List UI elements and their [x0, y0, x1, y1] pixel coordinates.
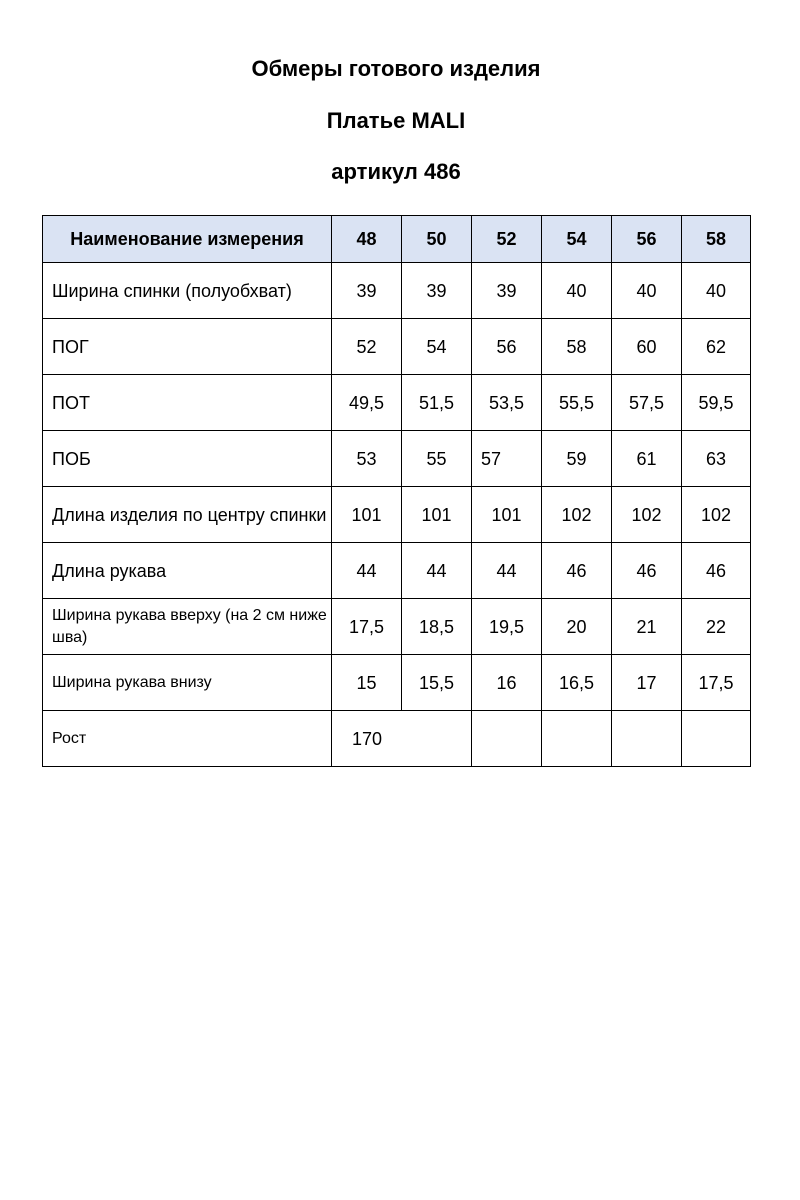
table-row: [43, 375, 751, 431]
table-cell: 102: [612, 487, 682, 543]
header-size-54: 54: [542, 216, 612, 263]
table-cell: 60: [612, 319, 682, 375]
table-cell: 44: [402, 543, 472, 599]
table-row: [43, 263, 751, 319]
table-cell: 53,5: [472, 375, 542, 431]
table-cell: 17: [612, 655, 682, 711]
row-label: Ширина спинки (полуобхват): [43, 263, 332, 319]
table-cell: 21: [612, 599, 682, 655]
table-cell: 46: [542, 543, 612, 599]
table-cell: 59: [542, 431, 612, 487]
header-size-50: 50: [402, 216, 472, 263]
table-cell: [472, 711, 542, 767]
table-cell: 58: [542, 319, 612, 375]
table-row: [43, 655, 751, 711]
table-cell: 20: [542, 599, 612, 655]
table-cell: 56: [472, 319, 542, 375]
measurements-table: [42, 215, 751, 767]
row-label: Длина изделия по центру спинки: [43, 487, 332, 543]
table-cell: 57: [472, 431, 542, 487]
header-size-48: 48: [332, 216, 402, 263]
table-header-row: [43, 216, 751, 263]
table-cell: 15,5: [402, 655, 472, 711]
document-title: Обмеры готового изделия: [251, 56, 541, 81]
table-cell: 40: [542, 263, 612, 319]
table-cell: 22: [682, 599, 751, 655]
table-cell: 51,5: [402, 375, 472, 431]
header-size-56: 56: [612, 216, 682, 263]
table-cell: 46: [612, 543, 682, 599]
table-cell: 170: [332, 711, 472, 767]
table-cell: 18,5: [402, 599, 472, 655]
table-cell: 55,5: [542, 375, 612, 431]
row-label: ПОГ: [43, 319, 332, 375]
table-cell: 55: [402, 431, 472, 487]
table-row: [43, 711, 751, 767]
header-size-58: 58: [682, 216, 751, 263]
table-cell: 15: [332, 655, 402, 711]
table-cell: 16: [472, 655, 542, 711]
table-row: [43, 487, 751, 543]
table-cell: [542, 711, 612, 767]
table-cell: 16,5: [542, 655, 612, 711]
table-cell: 17,5: [332, 599, 402, 655]
table-cell: 19,5: [472, 599, 542, 655]
table-row: [43, 319, 751, 375]
table-cell: [682, 711, 751, 767]
table-cell: 40: [612, 263, 682, 319]
table-cell: 102: [682, 487, 751, 543]
table-cell: [612, 711, 682, 767]
table-cell: 102: [542, 487, 612, 543]
table-cell: 49,5: [332, 375, 402, 431]
table-cell: 44: [332, 543, 402, 599]
table-cell: 61: [612, 431, 682, 487]
product-name: Платье MALI: [326, 108, 466, 133]
table-cell: 63: [682, 431, 751, 487]
table-cell: 17,5: [682, 655, 751, 711]
header-measurement-name: Наименование измерения: [43, 216, 332, 263]
row-label: Ширина рукава внизу: [43, 655, 332, 711]
table-cell: 101: [472, 487, 542, 543]
header-size-52: 52: [472, 216, 542, 263]
table-cell: 39: [402, 263, 472, 319]
table-row: [43, 599, 751, 655]
table-cell: 53: [332, 431, 402, 487]
table-cell: 44: [472, 543, 542, 599]
table-cell: 54: [402, 319, 472, 375]
table-cell: 40: [682, 263, 751, 319]
table-cell: 101: [332, 487, 402, 543]
table-row: [43, 431, 751, 487]
row-label: Длина рукава: [43, 543, 332, 599]
row-label: ПОБ: [43, 431, 332, 487]
table-row: [43, 543, 751, 599]
table-cell: 59,5: [682, 375, 751, 431]
table-cell: 46: [682, 543, 751, 599]
table-cell: 52: [332, 319, 402, 375]
table-cell: 39: [472, 263, 542, 319]
table-cell: 39: [332, 263, 402, 319]
row-label: ПОТ: [43, 375, 332, 431]
row-label: Рост: [43, 711, 332, 767]
table-cell: 101: [402, 487, 472, 543]
table-cell: 62: [682, 319, 751, 375]
table-cell: 57,5: [612, 375, 682, 431]
article-number: артикул 486: [331, 159, 461, 184]
row-label: Ширина рукава вверху (на 2 см ниже шва): [43, 599, 332, 655]
